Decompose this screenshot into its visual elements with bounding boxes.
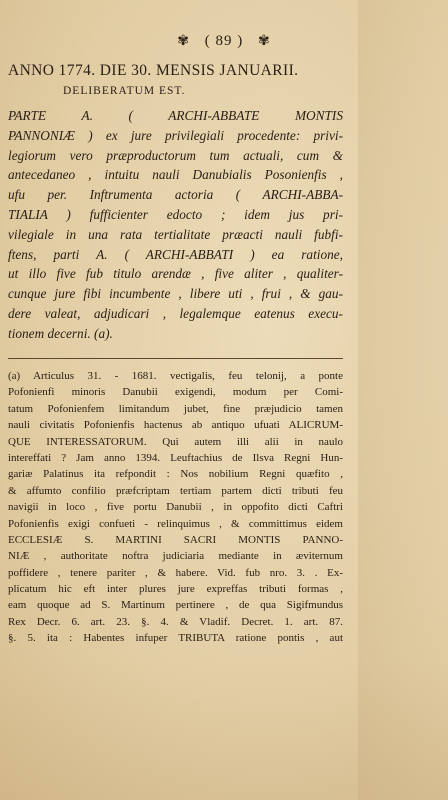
footnote-line: intereffati ? Jam anno 1394. Leuftachius de Ilsva Regni Hun- — [8, 451, 343, 464]
footnote-line: §. 5. ita : Habentes infuper TRIBUTA ratione pontis , aut — [8, 632, 343, 645]
footnote-line: eam quoque ad S. Martinum pertinere , de qua Sigifmundus — [8, 599, 343, 612]
footnote-divider — [8, 358, 343, 359]
footnote-line: plicatum hic eft inter plures jure expreffas tributi formas , — [8, 583, 343, 596]
text-line: cunque jure fibi incumbente , libere uti , frui , & gau- — [8, 286, 343, 302]
footnote-line: navigii in loco , five portu Danubii , in oppofito dicti Caftri — [8, 501, 343, 514]
footnote-line: Pofonienfis exigi confueti - relinquimus , & committimus eidem — [8, 517, 343, 530]
footnote-line: QUE INTERESSATORUM. Qui autem illi alii in naulo — [8, 435, 343, 448]
footnote-line: Pofonienfi minoris Danubii exigendi, modum per Comi- — [8, 386, 343, 399]
text-line: ut illo five fub titulo arendæ , five aliter , qualiter- — [8, 266, 343, 282]
footnote-line: & affumto confilio præfcriptam tertiam partem dicti tributi feu — [8, 484, 343, 497]
footnote-line: (a) Articulus 31. - 1681. vectigalis, feu telonij, a ponte — [8, 370, 343, 382]
text-line: TIALIA ) fufficienter edocto ; idem jus pri- — [8, 206, 343, 222]
text-line: dere valeat, adjudicari , legalemque eatenus execu- — [8, 305, 343, 321]
footnote — [8, 368, 343, 647]
main-text — [8, 106, 343, 344]
text-line: ftens, parti A. ( ARCHI-ABBATI ) ea ratione, — [8, 246, 343, 262]
footnote-line: NIÆ , authoritate noftra judiciaria mediante in æviternum — [8, 550, 343, 563]
footnote-line: Rex Decr. 6. art. 23. §. 4. & Vladif. Decret. 1. art. 87. — [8, 615, 343, 628]
text-line: tionem decerni. (a). — [8, 325, 113, 341]
footnote-line: ECCLESIÆ S. MARTINI SACRI MONTIS PANNO- — [8, 533, 343, 546]
text-line: vilegiale in una rata tertialitate præacti nauli fubfi- — [8, 226, 343, 242]
page-number: ( 89 ) — [204, 33, 244, 49]
text-line: PANNONIÆ ) ex jure privilegiali procedente: privi- — [8, 127, 343, 143]
document-subtitle: DELIBERATUM EST. — [63, 85, 186, 97]
running-head — [0, 33, 448, 50]
flower-ornament-icon: ✾ — [177, 34, 190, 49]
page-lower-margin — [0, 660, 448, 800]
text-line: ufu per. Inftrumenta actoria ( ARCHI-ABBA- — [8, 187, 343, 203]
footnote-line: gariæ Palatinus ita refpondit : Nos nobilium Regni quæfito , — [8, 468, 343, 481]
text-line: antecedaneo , intuitu nauli Danubialis Posonienfis , — [8, 167, 343, 183]
text-line: PARTE A. ( ARCHI-ABBATE MONTIS — [8, 108, 343, 123]
document-title: ANNO 1774. DIE 30. MENSIS JANUARII. — [8, 62, 299, 79]
footnote-line: poffidere , tenere pariter , & habere. Vid. fub nro. 3. . Ex- — [8, 566, 343, 579]
text-line: legiorum vero præproductorum tum actuali, cum & — [8, 147, 343, 163]
flower-ornament-icon: ✾ — [258, 34, 271, 49]
footnote-line: nauli civitatis Pofonienfis hactenus ab antiquo ufuati ALICRUM- — [8, 419, 343, 432]
footnote-line: tatum Pofonienfem limitandum jubet, fine præjudicio tamen — [8, 402, 343, 415]
